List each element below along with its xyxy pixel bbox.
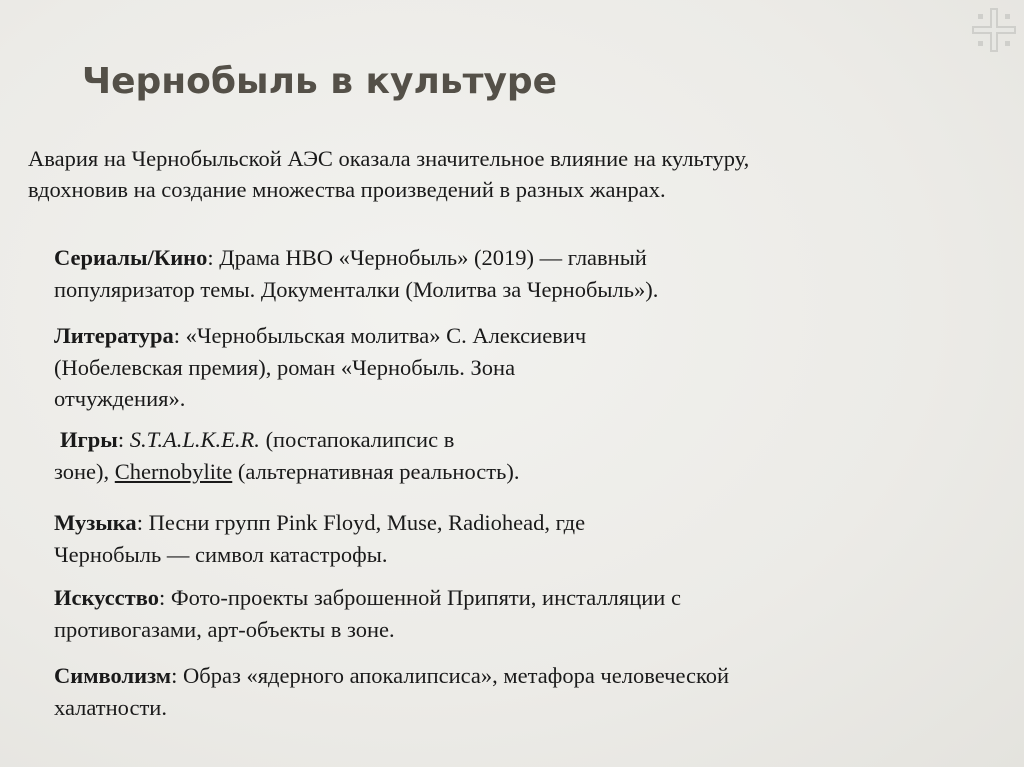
item-text: : Образ «ядерного апокалипсиса», метафора человеческой (171, 663, 730, 688)
list-item-series (54, 242, 658, 305)
item-text: халатности. (54, 694, 167, 720)
item-text: : (117, 427, 130, 452)
item-term: Игры (60, 427, 118, 452)
item-text: популяризатор темы. Документалки (Молитва за Чернобыль»). (54, 276, 659, 302)
intro-line-2: вдохновив на создание множества произведений в разных жанрах. (28, 177, 666, 203)
item-text: : Драма HBO «Чернобыль» (2019) — главный (207, 245, 647, 270)
item-text: : Песни групп Pink Floyd, Muse, Radiohead, где (136, 510, 586, 535)
item-text: отчуждения». (54, 386, 186, 411)
item-term: Символизм (54, 663, 172, 688)
item-text: (Нобелевская премия), роман «Чернобыль. Зона (54, 354, 516, 380)
item-text: зоне), (54, 458, 115, 484)
item-term: Искусство (54, 585, 159, 610)
list-item-art (54, 582, 681, 645)
cross-pattern-icon (972, 8, 1016, 52)
item-text: : Фото-проекты заброшенной Припяти, инсталляции с (158, 585, 681, 610)
item-term: Музыка (54, 510, 137, 535)
item-text: (постапокалипсис в (259, 427, 455, 452)
item-text: (альтернативная реальность). (232, 458, 520, 484)
intro-line-1: Авария на Чернобыльской АЭС оказала значительное влияние на культуру, (28, 146, 750, 171)
item-text: : «Чернобыльская молитва» С. Алексиевич (173, 323, 587, 348)
page-title: Чернобыль в культуре (82, 61, 558, 102)
list-item-games (54, 424, 519, 487)
item-term: Литература (54, 323, 174, 348)
item-term: Сериалы/Кино (54, 245, 208, 270)
item-text: Чернобыль — символ катастрофы. (54, 541, 388, 567)
item-text: противогазами, арт-объекты в зоне. (54, 616, 395, 642)
list-item-symbolism (54, 660, 729, 723)
list-item-literature (54, 320, 586, 415)
game-title: S.T.A.L.K.E.R. (129, 427, 260, 452)
list-item-music (54, 507, 585, 570)
intro-paragraph (28, 143, 928, 205)
game-link[interactable]: Chernobylite (114, 458, 233, 484)
